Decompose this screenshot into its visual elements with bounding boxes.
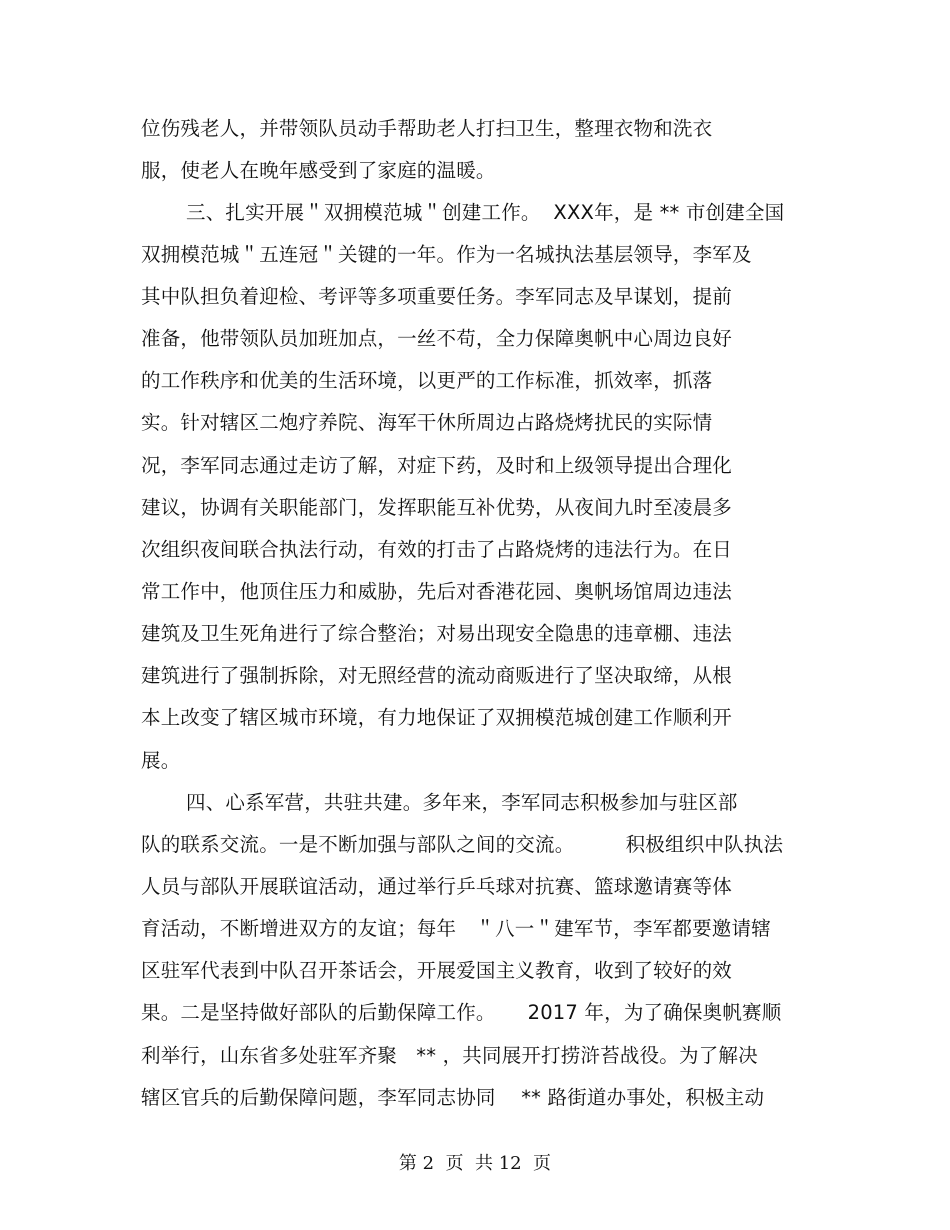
body-text-line: 建议，协调有关职能部门，发挥职能互补优势，从夜间九时至凌晨多 — [141, 496, 733, 519]
paragraph-3-first-line: 三、扎实开展＂双拥模范城＂创建工作。 XXX年，是 ** 市创建全国 — [186, 201, 785, 224]
page-footer: 第 2 页 共 12 页 — [398, 1153, 552, 1174]
body-text-line: 队的联系交流。一是不断加强与部队之间的交流。 积极组织中队执法 — [141, 833, 784, 856]
body-text-line: 区驻军代表到中队召开茶话会，开展爱国主义教育，收到了较好的效 — [141, 959, 733, 982]
body-text-line: 果。二是坚持做好部队的后勤保障工作。 2017 年，为了确保奥帆赛顺 — [141, 1001, 782, 1024]
body-text-line: 建筑进行了强制拆除，对无照经营的流动商贩进行了坚决取缔，从根 — [141, 664, 733, 687]
body-text-line: 服，使老人在晚年感受到了家庭的温暖。 — [141, 159, 496, 182]
body-text-line: 次组织夜间联合执法行动，有效的打击了占路烧烤的违法行为。在日 — [141, 538, 733, 561]
body-text-line: 育活动，不断增进双方的友谊；每年 ＂八一＂建军节，李军都要邀请辖 — [141, 917, 771, 940]
body-text-line: 位伤残老人，并带领队员动手帮助老人打扫卫生，整理衣物和洗衣 — [141, 117, 713, 140]
body-text-line: 常工作中，他顶住压力和威胁，先后对香港花园、奥帆场馆周边违法 — [141, 580, 733, 603]
paragraph-4-first-line: 四、心系军营，共驻共建。多年来，李军同志积极参加与驻区部 — [186, 791, 738, 814]
body-text-line: 双拥模范城＂五连冠＂关键的一年。作为一名城执法基层领导，李军及 — [141, 243, 752, 266]
body-text-line: 建筑及卫生死角进行了综合整治；对易出现安全隐患的违章棚、违法 — [141, 622, 733, 645]
body-text-line: 人员与部队开展联谊活动，通过举行乒乓球对抗赛、篮球邀请赛等体 — [141, 875, 733, 898]
body-text-line: 辖区官兵的后勤保障问题，李军同志协同 ** 路街道办事处，积极主动 — [141, 1086, 765, 1109]
body-text-line: 其中队担负着迎检、考评等多项重要任务。李军同志及早谋划，提前 — [141, 285, 733, 308]
body-text-line: 实。针对辖区二炮疗养院、海军干休所周边占路烧烤扰民的实际情 — [141, 411, 713, 434]
body-text-line: 利举行，山东省多处驻军齐聚 ** ，共同展开打捞浒苔战役。为了解决 — [141, 1044, 758, 1067]
body-text-line: 况，李军同志通过走访了解，对症下药，及时和上级领导提出合理化 — [141, 454, 733, 477]
body-text-line: 准备，他带领队员加班加点，一丝不苟，全力保障奥帆中心周边良好 — [141, 327, 733, 350]
body-text-line: 展。 — [141, 749, 181, 772]
body-text-line: 本上改变了辖区城市环境，有力地保证了双拥模范城创建工作顺利开 — [141, 706, 733, 729]
body-text-line: 的工作秩序和优美的生活环境，以更严的工作标准，抓效率，抓落 — [141, 369, 713, 392]
